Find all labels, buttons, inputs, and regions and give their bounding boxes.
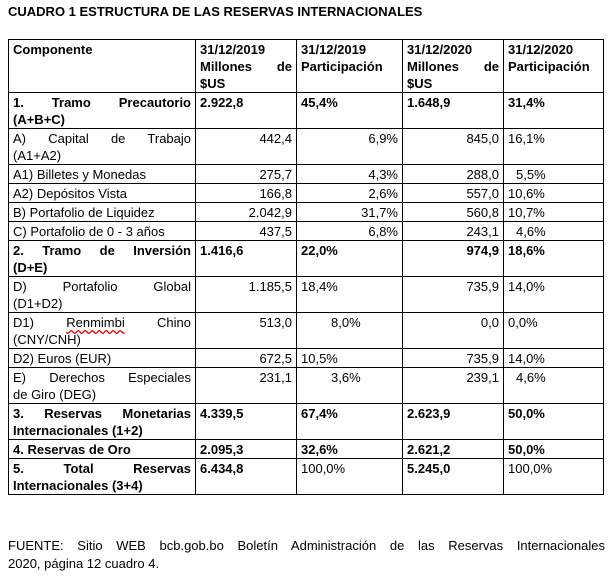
value-2019: 442,4 [196, 129, 297, 165]
row-label [9, 459, 196, 495]
header-2020-millions [403, 40, 504, 93]
row-label-line2: (A1+A2) [13, 148, 62, 163]
share-2020: 0,0% [504, 313, 604, 349]
share-2020: 10,6% [504, 184, 604, 203]
share-2019: 45,4% [297, 93, 403, 129]
row-label-renmimbi: Renmimbi [66, 315, 125, 330]
value-2020: 845,0 [403, 129, 504, 165]
value-2019: 275,7 [196, 165, 297, 184]
row-label-line1: 3. Reservas Monetarias [13, 406, 191, 421]
value-2019: 1.185,5 [196, 277, 297, 313]
share-2019: 8,0% [297, 313, 403, 349]
value-2019: 437,5 [196, 222, 297, 241]
header-2019-share-date: 31/12/2019 [301, 42, 367, 57]
header-2019-millions-unit: Millones de [200, 59, 292, 74]
row-label: D2) Euros (EUR) [9, 349, 196, 368]
row-label: B) Portafolio de Liquidez [9, 203, 196, 222]
row-label-line2: de Giro (DEG) [13, 387, 97, 402]
row-label: A2) Depósitos Vista [9, 184, 196, 203]
header-2020-share-label: Participación [508, 59, 590, 74]
header-2020-share [504, 40, 604, 93]
row-label [9, 241, 196, 277]
row-label-line2: (D+E) [13, 260, 48, 275]
header-2019-millions-date: 31/12/2019 [200, 42, 266, 57]
table-title: CUADRO 1 ESTRUCTURA DE LAS RESERVAS INTERNACIONALES [8, 4, 423, 19]
share-2020: 14,0% [504, 277, 604, 313]
share-2019: 100,0% [297, 459, 403, 495]
header-2019-millions-currency: $US [200, 76, 226, 91]
table-header-row [9, 40, 604, 93]
value-2019: 2.922,8 [196, 93, 297, 129]
row-label [9, 93, 196, 129]
share-2020: 18,6% [504, 241, 604, 277]
share-2019: 31,7% [297, 203, 403, 222]
header-2020-millions-currency: $US [407, 76, 433, 91]
share-2019: 22,0% [297, 241, 403, 277]
header-component: Componente [9, 40, 196, 93]
header-2020-millions-date: 31/12/2020 [407, 42, 473, 57]
value-2019: 2.042,9 [196, 203, 297, 222]
table-row [9, 184, 604, 203]
share-2019: 67,4% [297, 404, 403, 440]
row-label [9, 404, 196, 440]
value-2020: 560,8 [403, 203, 504, 222]
row-label [9, 368, 196, 404]
row-label-line1: 5. Total Reservas [13, 461, 191, 476]
table-row [9, 129, 604, 165]
table-row [9, 203, 604, 222]
share-2019: 3,6% [297, 368, 403, 404]
row-label-line2: (D1+D2) [13, 296, 63, 311]
share-2020: 4,6% [504, 222, 604, 241]
share-2019: 10,5% [297, 349, 403, 368]
share-2019: 18,4% [297, 277, 403, 313]
value-2020: 0,0 [403, 313, 504, 349]
row-label [9, 313, 196, 349]
share-2020: 14,0% [504, 349, 604, 368]
value-2020: 1.648,9 [403, 93, 504, 129]
row-label-line1: 2. Tramo de Inversión [13, 243, 191, 258]
share-2019: 4,3% [297, 165, 403, 184]
value-2019: 4.339,5 [196, 404, 297, 440]
share-2020: 4,6% [504, 368, 604, 404]
header-2019-millions [196, 40, 297, 93]
table-row [9, 404, 604, 440]
header-2020-share-date: 31/12/2020 [508, 42, 574, 57]
value-2020: 288,0 [403, 165, 504, 184]
table-row [9, 93, 604, 129]
row-label: 4. Reservas de Oro [9, 440, 196, 459]
source-note-line2: 2020, página 12 cuadro 4. [8, 556, 160, 571]
table-row [9, 459, 604, 495]
table-row [9, 368, 604, 404]
value-2020: 2.621,2 [403, 440, 504, 459]
table-row [9, 349, 604, 368]
table-row [9, 222, 604, 241]
header-2020-millions-unit: Millones de [407, 59, 499, 74]
row-label [9, 277, 196, 313]
reserves-table [8, 39, 604, 495]
value-2019: 672,5 [196, 349, 297, 368]
table-row [9, 440, 604, 459]
source-note-line1: FUENTE: Sitio WEB bcb.gob.bo Boletín Administración de las Reservas Internacionales [8, 538, 605, 553]
value-2020: 239,1 [403, 368, 504, 404]
share-2020: 100,0% [504, 459, 604, 495]
row-label-line1: D) Portafolio Global [13, 279, 191, 294]
value-2019: 6.434,8 [196, 459, 297, 495]
share-2020: 31,4% [504, 93, 604, 129]
value-2020: 735,9 [403, 349, 504, 368]
share-2019: 2,6% [297, 184, 403, 203]
value-2020: 5.245,0 [403, 459, 504, 495]
table-row [9, 241, 604, 277]
value-2019: 513,0 [196, 313, 297, 349]
row-label-line1: E) Derechos Especiales [13, 370, 191, 385]
share-2020: 16,1% [504, 129, 604, 165]
share-2020: 50,0% [504, 404, 604, 440]
row-label-line2: Internacionales (3+4) [13, 478, 143, 493]
share-2019: 6,9% [297, 129, 403, 165]
share-2020: 10,7% [504, 203, 604, 222]
value-2019: 1.416,6 [196, 241, 297, 277]
table-row [9, 313, 604, 349]
table-row [9, 277, 604, 313]
row-label-chino: Chino [157, 315, 191, 330]
value-2020: 557,0 [403, 184, 504, 203]
value-2019: 166,8 [196, 184, 297, 203]
table-row [9, 165, 604, 184]
value-2020: 243,1 [403, 222, 504, 241]
share-2020: 50,0% [504, 440, 604, 459]
share-2019: 6,8% [297, 222, 403, 241]
value-2019: 231,1 [196, 368, 297, 404]
header-2019-share [297, 40, 403, 93]
row-label-code: D1) [13, 315, 34, 330]
value-2020: 735,9 [403, 277, 504, 313]
share-2020: 5,5% [504, 165, 604, 184]
source-note [8, 537, 605, 573]
row-label-line1: 1. Tramo Precautorio [13, 95, 191, 110]
value-2019: 2.095,3 [196, 440, 297, 459]
row-label-line2: Internacionales (1+2) [13, 423, 143, 438]
row-label-line1 [13, 314, 191, 331]
row-label [9, 129, 196, 165]
row-label-line2: (A+B+C) [13, 112, 66, 127]
row-label-line2: (CNY/CNH) [13, 332, 81, 347]
row-label-line1: A) Capital de Trabajo [13, 131, 191, 146]
header-2019-share-label: Participación [301, 59, 383, 74]
value-2020: 2.623,9 [403, 404, 504, 440]
share-2019: 32,6% [297, 440, 403, 459]
row-label: C) Portafolio de 0 - 3 años [9, 222, 196, 241]
row-label: A1) Billetes y Monedas [9, 165, 196, 184]
value-2020: 974,9 [403, 241, 504, 277]
